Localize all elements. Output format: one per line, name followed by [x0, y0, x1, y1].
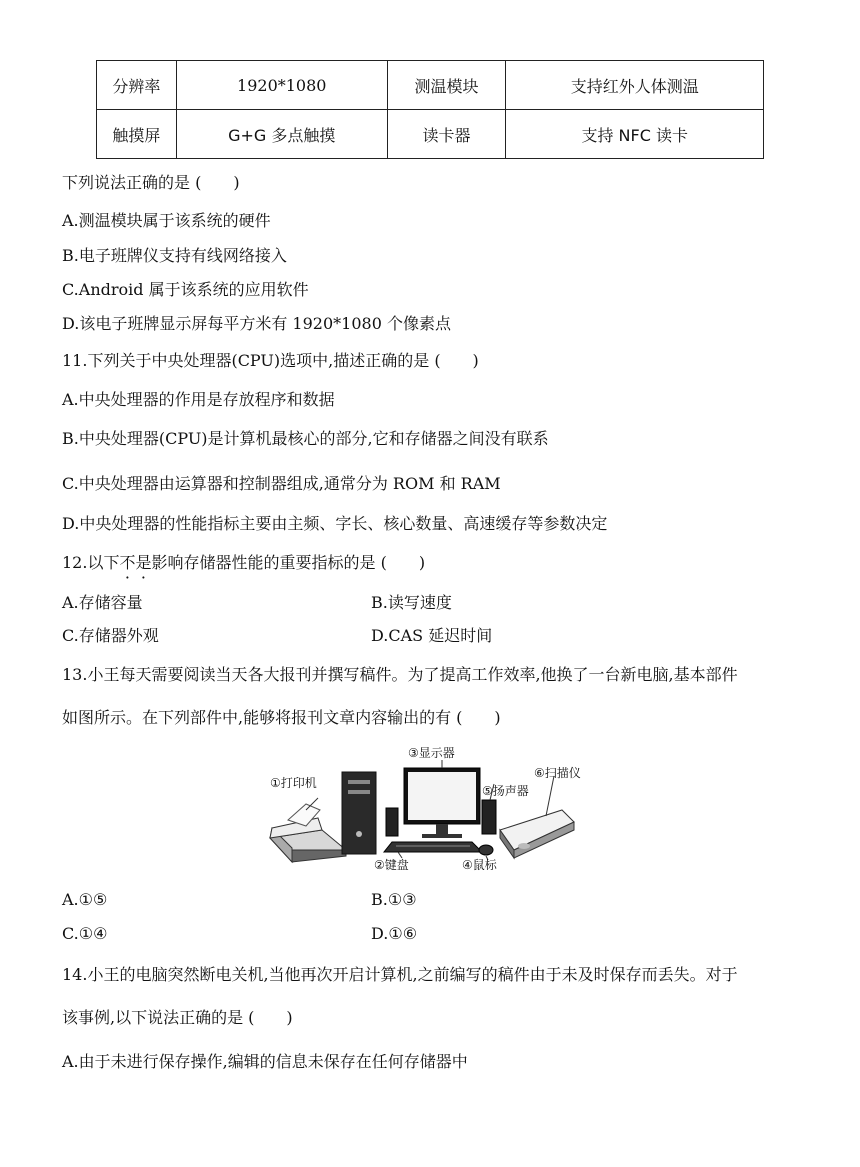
option-a: A.存储容量: [62, 593, 143, 612]
computer-components-figure: [262, 738, 602, 874]
option-d: D.中央处理器的性能指标主要由主频、字长、核心数量、高速缓存等参数决定: [62, 514, 608, 533]
option-a: A.测温模块属于该系统的硬件: [62, 211, 271, 230]
question-stem: 下列说法正确的是 ( ): [62, 173, 240, 192]
table-cell: 1920*1080: [176, 61, 387, 110]
keyboard-icon: [384, 842, 482, 852]
table-cell: 分辨率: [97, 61, 177, 110]
question-stem: 该事例,以下说法正确的是 ( ): [62, 1008, 293, 1027]
question-stem: [62, 550, 425, 573]
table-cell: 支持红外人体测温: [506, 61, 764, 110]
option-b: B.读写速度: [371, 593, 452, 612]
option-c: C.Android 属于该系统的应用软件: [62, 280, 309, 299]
emphasis-char: 不: [119, 553, 136, 572]
table-cell: 触摸屏: [97, 110, 177, 159]
figure-label-monitor: ③显示器: [408, 746, 455, 760]
option-d: D.①⑥: [371, 924, 418, 943]
figure-label-mouse: ④鼠标: [462, 858, 497, 872]
stem-text: 12.以下: [62, 553, 120, 572]
table-cell: 支持 NFC 读卡: [506, 110, 764, 159]
table-row: [97, 61, 764, 110]
option-a: A.由于未进行保存操作,编辑的信息未保存在任何存储器中: [62, 1052, 468, 1071]
question-stem: 14.小王的电脑突然断电关机,当他再次开启计算机,之前编写的稿件由于未及时保存而丢失。对于: [62, 965, 738, 984]
option-d: D.该电子班牌显示屏每平方米有 1920*1080 个像素点: [62, 314, 451, 333]
emphasis-char: 是: [135, 553, 152, 572]
figure-label-speaker: ⑤扬声器: [482, 784, 529, 798]
option-c: C.存储器外观: [62, 626, 159, 645]
question-stem: 如图所示。在下列部件中,能够将报刊文章内容输出的有 ( ): [62, 708, 501, 727]
stem-text: 影响存储器性能的重要指标的是 ( ): [151, 553, 426, 572]
figure-label-scanner: ⑥扫描仪: [534, 766, 581, 780]
table-cell: 读卡器: [387, 110, 506, 159]
table-cell: 测温模块: [387, 61, 506, 110]
scanner-icon: [500, 810, 574, 858]
option-d: D.CAS 延迟时间: [371, 626, 493, 645]
option-b: B.电子班牌仪支持有线网络接入: [62, 246, 287, 265]
computer-tower-icon: [342, 772, 376, 854]
option-c: C.中央处理器由运算器和控制器组成,通常分为 ROM 和 RAM: [62, 474, 501, 493]
figure-label-keyboard: ②键盘: [374, 858, 409, 872]
option-c: C.①④: [62, 924, 108, 943]
spec-table: [96, 60, 764, 159]
table-row: [97, 110, 764, 159]
figure-label-printer: ①打印机: [270, 776, 317, 790]
printer-icon: [270, 804, 346, 862]
question-stem: 13.小王每天需要阅读当天各大报刊并撰写稿件。为了提高工作效率,他换了一台新电脑,基本部件: [62, 665, 738, 684]
option-a: A.中央处理器的作用是存放程序和数据: [62, 390, 335, 409]
question-stem: 11.下列关于中央处理器(CPU)选项中,描述正确的是 ( ): [62, 351, 479, 370]
monitor-icon: [404, 768, 480, 838]
mouse-icon: [479, 845, 493, 855]
table-cell: G+G 多点触摸: [176, 110, 387, 159]
option-b: B.①③: [371, 890, 417, 909]
option-b: B.中央处理器(CPU)是计算机最核心的部分,它和存储器之间没有联系: [62, 429, 549, 448]
option-a: A.①⑤: [62, 890, 108, 909]
